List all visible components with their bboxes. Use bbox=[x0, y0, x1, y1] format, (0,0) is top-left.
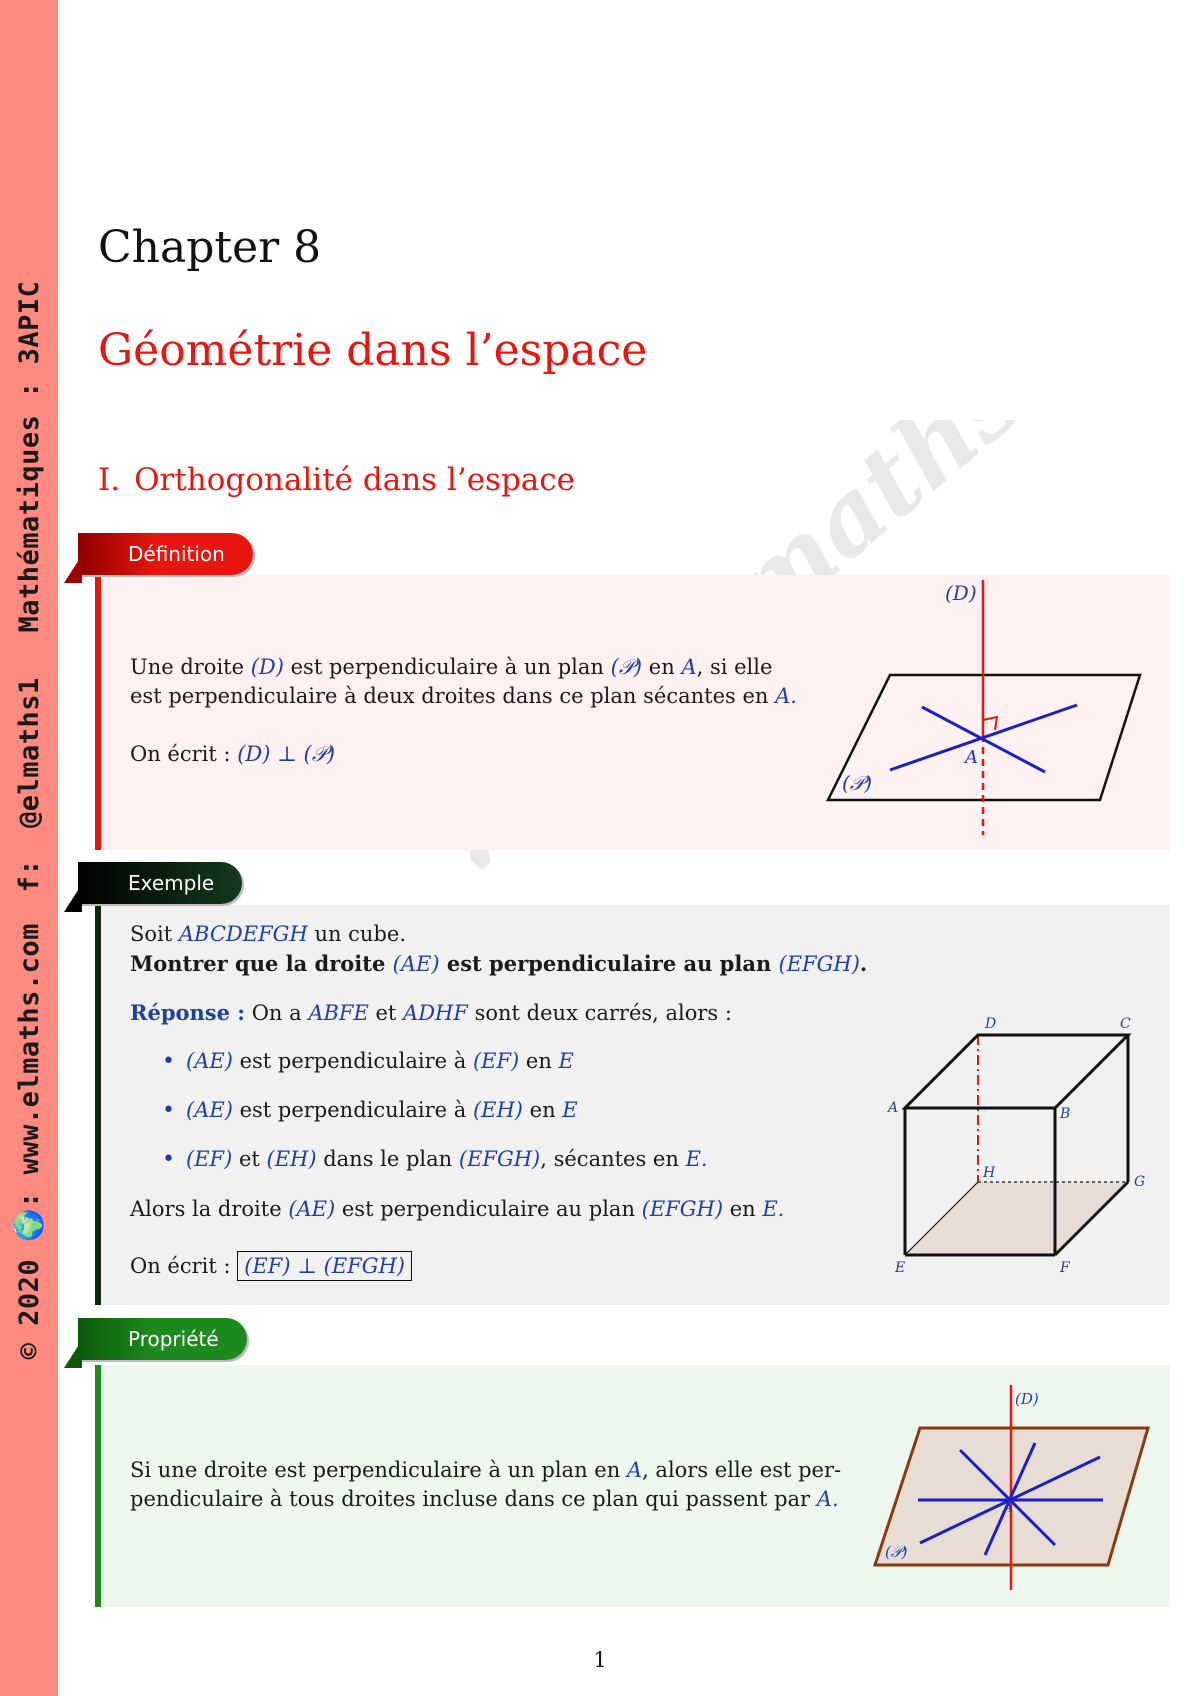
list-item: • (AE) est perpendiculaire à (EH) en E bbox=[158, 1096, 708, 1145]
vertex-f: F bbox=[1060, 1260, 1070, 1276]
example-answer-intro: Réponse : On a ABFE et ADHF sont deux carrés, alors : bbox=[130, 1000, 732, 1025]
example-bar bbox=[95, 905, 101, 1305]
sidebar bbox=[0, 0, 58, 1696]
section-number: I. bbox=[98, 462, 121, 498]
page-title: Géométrie dans l’espace bbox=[98, 325, 648, 376]
right-angle-mark bbox=[983, 717, 997, 730]
label-p: (𝒫) bbox=[842, 771, 873, 795]
label-d: (D) bbox=[1015, 1390, 1039, 1408]
vertex-b: B bbox=[1060, 1106, 1071, 1122]
list-item: • (AE) est perpendiculaire à (EF) en E bbox=[158, 1047, 708, 1096]
label-p: (𝒫) bbox=[885, 1543, 908, 1561]
label-d: (D) bbox=[945, 581, 977, 605]
section-heading bbox=[98, 462, 575, 498]
globe-icon: 🌍: bbox=[14, 1174, 45, 1243]
definition-figure bbox=[820, 580, 1150, 840]
property-bar bbox=[95, 1365, 101, 1607]
example-tab: Exemple bbox=[78, 862, 242, 904]
property-tab: Propriété bbox=[78, 1318, 247, 1360]
example-conclusion: Alors la droite (AE) est perpendiculaire au plan (EFGH) en E. bbox=[130, 1197, 785, 1221]
vertex-h: H bbox=[983, 1165, 996, 1181]
example-bullets bbox=[158, 1047, 708, 1194]
list-item: • (EF) et (EH) dans le plan (EFGH), sécantes en E. bbox=[158, 1145, 708, 1194]
label-a: A bbox=[965, 747, 978, 768]
property-text: Si une droite est perpendiculaire à un plan en A, alors elle est per- pendiculaire à tous droites incluse dans ce plan qui passent par A. bbox=[130, 1458, 842, 1511]
vertex-a: A bbox=[888, 1100, 899, 1116]
definition-text: Une droite (D) est perpendiculaire à un plan (𝒫) en A, si elle est perpendiculaire à deux droites dans ce plan sécantes en A. bbox=[130, 655, 797, 708]
boxed-formula: (EF) ⊥ (EFGH) bbox=[237, 1251, 412, 1281]
vertex-d: D bbox=[985, 1016, 997, 1032]
page-number: 1 bbox=[593, 1648, 607, 1672]
label-a: A bbox=[1003, 1500, 1014, 1516]
vertex-g: G bbox=[1134, 1174, 1146, 1190]
property-figure bbox=[870, 1385, 1160, 1595]
facebook-icon: f: bbox=[14, 858, 45, 893]
website-link[interactable]: www.elmaths.com bbox=[14, 923, 45, 1175]
social-handle[interactable]: @elmaths1 bbox=[14, 677, 45, 829]
vertex-c: C bbox=[1120, 1016, 1131, 1032]
copyright-text: © 2020 bbox=[14, 1258, 45, 1360]
base-face bbox=[905, 1182, 1128, 1255]
section-title: Orthogonalité dans l’espace bbox=[134, 462, 575, 498]
definition-bar bbox=[95, 575, 101, 850]
vertex-e: E bbox=[895, 1260, 906, 1276]
sidebar-text bbox=[13, 281, 45, 1360]
subject-label: Mathématiques : 3APIC bbox=[14, 280, 45, 633]
top-face bbox=[905, 1035, 1128, 1108]
example-notation: On écrit : (EF) ⊥ (EFGH) bbox=[130, 1252, 412, 1281]
example-statement: Soit ABCDEFGH un cube. Montrer que la droite (AE) est perpendiculaire au plan (EFGH). bbox=[130, 922, 868, 976]
chapter-label: Chapter 8 bbox=[98, 222, 322, 273]
definition-notation: On écrit : (D) ⊥ (𝒫) bbox=[130, 742, 336, 766]
cube-figure bbox=[880, 1010, 1160, 1280]
definition-tab: Définition bbox=[78, 533, 253, 575]
